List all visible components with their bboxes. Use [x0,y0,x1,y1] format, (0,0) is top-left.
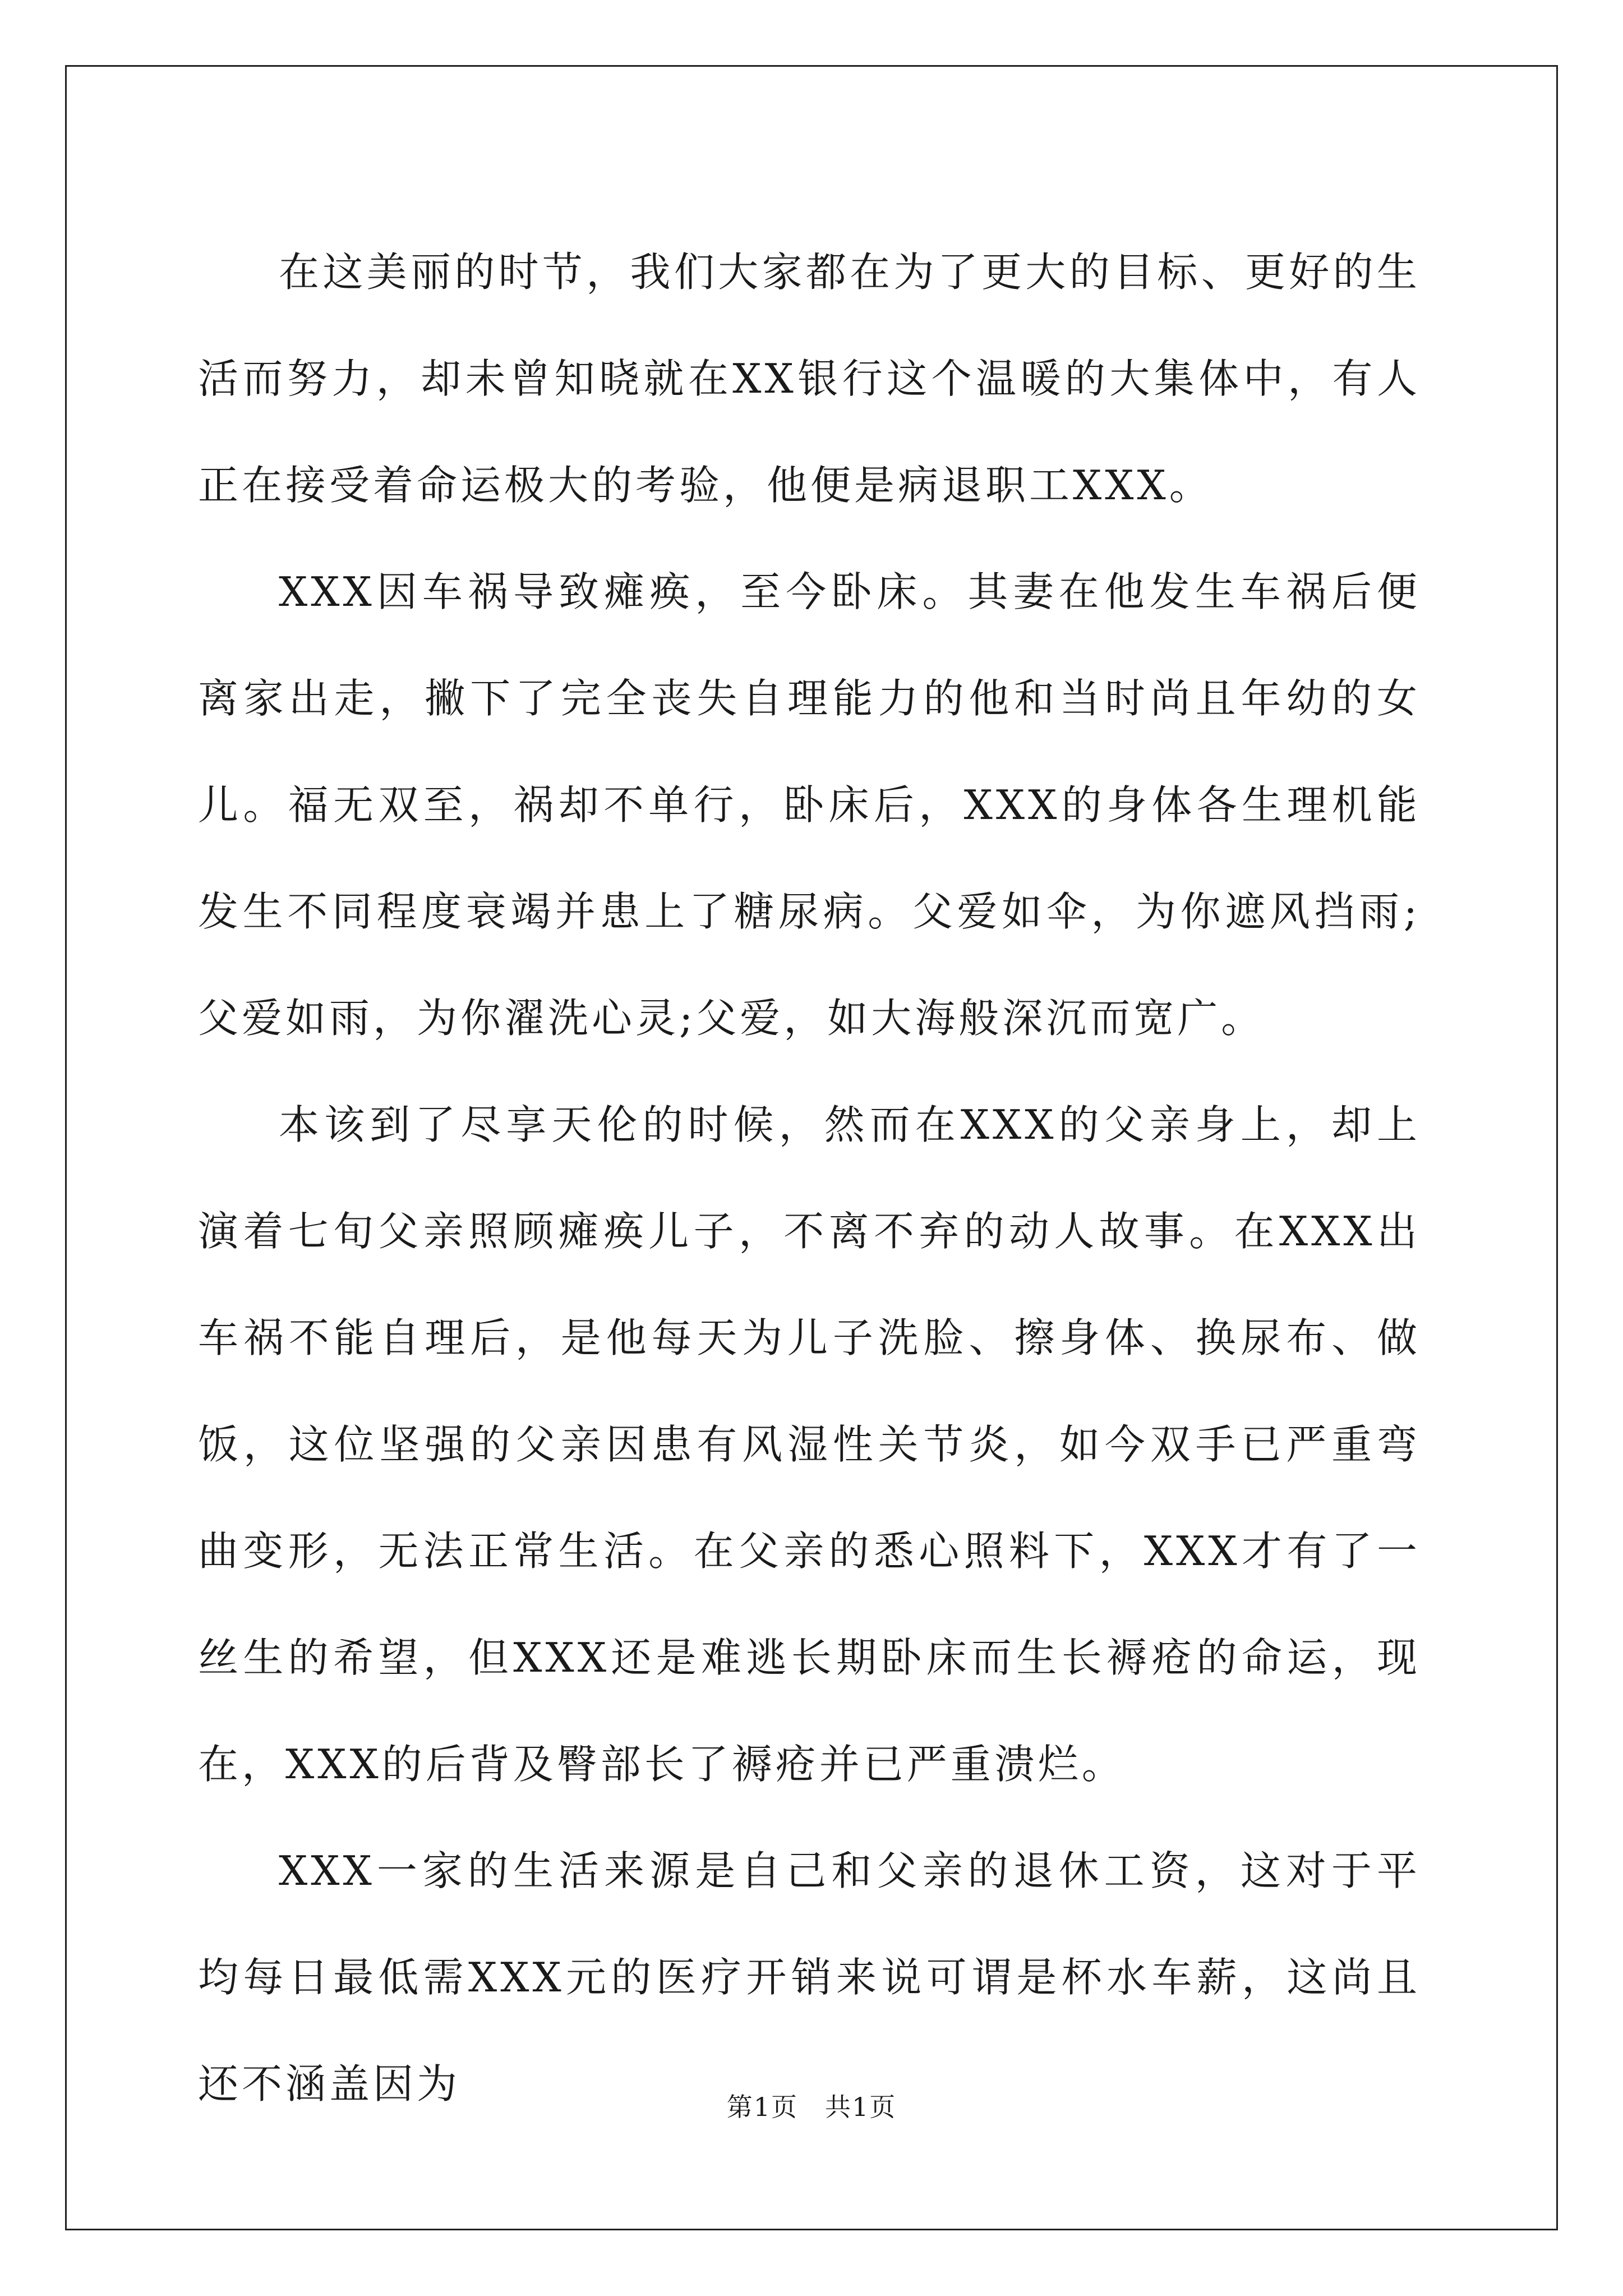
page-number-footer: 第1页 共1页 [726,2092,897,2122]
paragraph-2: XXX因车祸导致瘫痪，至今卧床。其妻在他发生车祸后便离家出走，撇下了完全丧失自理能力的他和当时尚且年幼的女儿。福无双至，祸却不单行，卧床后，XXX的身体各生理机能发生不同程度衰竭并患上了糖尿病。父爱如伞，为你遮风挡雨;父爱如雨，为你濯洗心灵;父爱，如大海般深沉而宽广。 [198,568,1421,1042]
paragraph-3: 本该到了尽享天伦的时候，然而在XXX的父亲身上，却上演着七旬父亲照顾瘫痪儿子，不离不弃的动人故事。在XXX出车祸不能自理后，是他每天为儿子洗脸、擦身体、换尿布、做饭，这位坚强的父亲因患有风湿性关节炎，如今双手已严重弯曲变形，无法正常生活。在父亲的悉心照料下，XXX才有了一丝生的希望，但XXX还是难逃长期卧床而生长褥疮的命运，现在，XXX的后背及臀部长了褥疮并已严重溃烂。 [198,1101,1421,1788]
paragraph-4: XXX一家的生活来源是自己和父亲的退休工资，这对于平均每日最低需XXX元的医疗开销来说可谓是杯水车薪，这尚且还不涵盖因为 [198,1847,1421,2108]
paragraph-1: 在这美丽的时节，我们大家都在为了更大的目标、更好的生活而努力，却未曾知晓就在XX银行这个温暖的大集体中，有人正在接受着命运极大的考验，他便是病退职工XXX。 [198,249,1421,509]
document-body [198,219,1421,2137]
